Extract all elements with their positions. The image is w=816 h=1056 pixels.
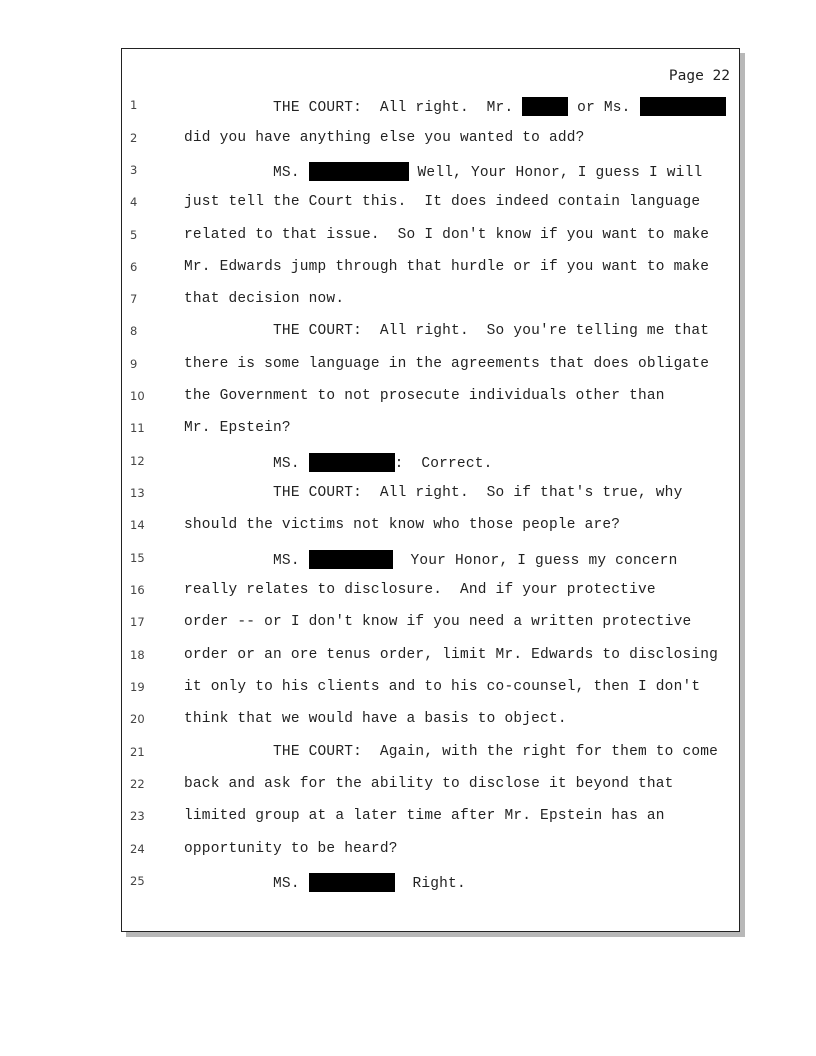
transcript-line (122, 323, 739, 347)
redaction-block (309, 873, 395, 892)
line-text: that decision now. (184, 291, 345, 307)
transcript-line (122, 97, 739, 121)
line-text: THE COURT: Again, with the right for them to come (184, 744, 719, 760)
line-number: 20 (130, 712, 145, 726)
line-text: Mr. Epstein? (184, 420, 291, 436)
transcript-line (122, 808, 739, 832)
transcript-line (122, 582, 739, 606)
line-number: 11 (130, 421, 145, 435)
transcript-page (121, 48, 740, 932)
line-text: think that we would have a basis to object. (184, 711, 567, 727)
transcript-line (122, 711, 739, 735)
line-text: did you have anything else you wanted to add? (184, 130, 585, 146)
transcript-line (122, 388, 739, 412)
transcript-line (122, 453, 739, 477)
line-number: 23 (130, 809, 145, 823)
line-number: 18 (130, 648, 145, 662)
transcript-line (122, 420, 739, 444)
redaction-block (309, 162, 409, 181)
line-number: 13 (130, 486, 145, 500)
line-text: back and ask for the ability to disclose it beyond that (184, 776, 674, 792)
line-text: limited group at a later time after Mr. Epstein has an (184, 808, 665, 824)
line-text: the Government to not prosecute individuals other than (184, 388, 665, 404)
line-text: should the victims not know who those people are? (184, 517, 621, 533)
transcript-line (122, 776, 739, 800)
line-number: 16 (130, 583, 145, 597)
transcript-line (122, 162, 739, 186)
transcript-line (122, 227, 739, 251)
line-text: THE COURT: All right. So if that's true, why (184, 485, 683, 501)
line-text: related to that issue. So I don't know if you want to make (184, 227, 710, 243)
line-number: 14 (130, 518, 145, 532)
redaction-block (522, 97, 568, 116)
transcript-line (122, 841, 739, 865)
transcript-line (122, 291, 739, 315)
page-number: Page 22 (668, 68, 730, 84)
transcript-line (122, 647, 739, 671)
transcript-line (122, 130, 739, 154)
line-text: order or an ore tenus order, limit Mr. Edwards to disclosing (184, 647, 719, 663)
transcript-line (122, 517, 739, 541)
line-text: MS. Well, Your Honor, I guess I will (184, 162, 702, 181)
line-text: it only to his clients and to his co-counsel, then I don't (184, 679, 701, 695)
line-text: MS. Your Honor, I guess my concern (184, 550, 677, 569)
transcript-line (122, 485, 739, 509)
line-number: 9 (130, 357, 138, 371)
line-number: 25 (130, 874, 145, 888)
line-number: 15 (130, 551, 145, 565)
transcript-line (122, 194, 739, 218)
line-text: Mr. Edwards jump through that hurdle or if you want to make (184, 259, 710, 275)
transcript-line (122, 356, 739, 380)
line-number: 10 (130, 389, 145, 403)
line-text: THE COURT: All right. So you're telling me that (184, 323, 710, 339)
transcript-line (122, 679, 739, 703)
transcript-line (122, 259, 739, 283)
redaction-block (309, 453, 395, 472)
line-number: 22 (130, 777, 145, 791)
transcript-line (122, 614, 739, 638)
transcript-line (122, 550, 739, 574)
line-text: order -- or I don't know if you need a written protective (184, 614, 692, 630)
line-number: 21 (130, 745, 145, 759)
line-number: 5 (130, 228, 138, 242)
line-text: THE COURT: All right. Mr. or Ms. (184, 97, 726, 116)
line-text: really relates to disclosure. And if your protective (184, 582, 656, 598)
line-text: there is some language in the agreements that does obligate (184, 356, 710, 372)
line-text: just tell the Court this. It does indeed contain language (184, 194, 701, 210)
line-number: 8 (130, 324, 138, 338)
transcript-line (122, 744, 739, 768)
line-number: 6 (130, 260, 138, 274)
line-number: 17 (130, 615, 145, 629)
redaction-block (309, 550, 393, 569)
line-number: 1 (130, 98, 138, 112)
line-number: 24 (130, 842, 145, 856)
transcript-line (122, 873, 739, 897)
line-number: 12 (130, 454, 145, 468)
line-number: 3 (130, 163, 138, 177)
redaction-block (640, 97, 726, 116)
line-number: 2 (130, 131, 138, 145)
line-number: 7 (130, 292, 138, 306)
line-number: 19 (130, 680, 145, 694)
line-number: 4 (130, 195, 138, 209)
line-text: MS. : Correct. (184, 453, 493, 472)
line-text: MS. Right. (184, 873, 466, 892)
line-text: opportunity to be heard? (184, 841, 398, 857)
